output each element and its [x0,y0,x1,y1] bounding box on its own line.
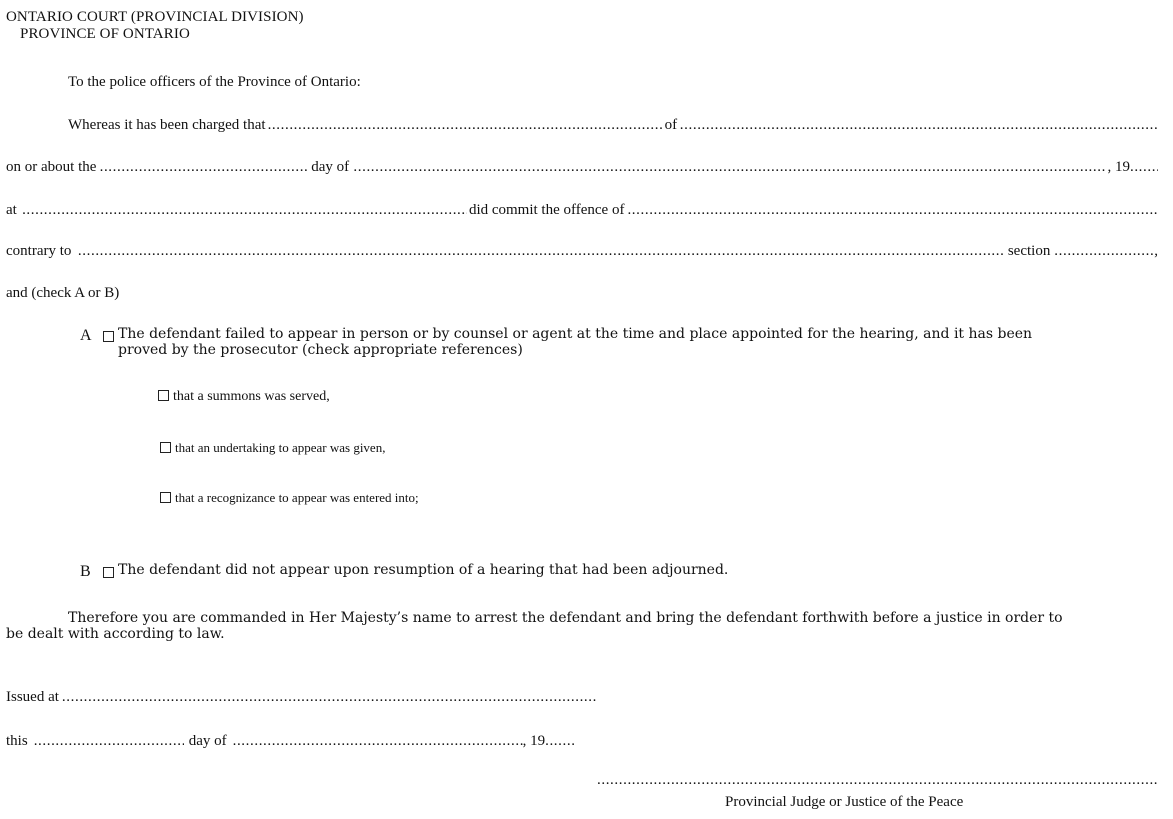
command-line1: Therefore you are commanded in Her Majesty’s name to arrest the defendant and bring the defendant forthwith before a justice in order to [68,610,1063,626]
defendant-name-blank[interactable] [268,117,663,134]
recognizance-checkbox[interactable] [160,492,171,503]
section-blank[interactable] [1054,243,1154,260]
issued-day-blank[interactable] [34,733,184,750]
reference-recognizance [160,490,419,506]
province-title: PROVINCE OF ONTARIO [20,26,190,42]
defendant-address-blank[interactable] [680,117,1158,134]
offence-month-blank[interactable] [353,159,1107,176]
issued-date-line [6,733,596,750]
issued-at-line [6,689,596,706]
charged-label: Whereas it has been charged that [68,117,266,133]
option-b-text: The defendant did not appear upon resumption of a hearing that had been adjourned. [118,562,729,578]
section-end-comma: , [1154,243,1159,259]
summons-checkbox[interactable] [158,390,169,401]
issued-day-of-label: day of [188,733,227,749]
charged-line [68,117,1158,134]
reference-summons [158,389,330,405]
option-a-checkbox[interactable] [103,331,114,342]
issued-at-label: Issued at [6,689,59,705]
command-line2: be dealt with according to law. [6,626,225,642]
day-of-label: day of [311,159,350,175]
issued-month-blank[interactable] [233,733,523,750]
at-label: at [6,202,17,218]
date-line [6,159,1158,176]
on-or-about-label: on or about the [6,159,97,175]
reference-summons-label: that a summons was served, [173,389,330,404]
offence-day-blank[interactable] [100,159,309,176]
did-commit-label: did commit the offence of [468,202,625,218]
reference-undertaking [160,440,385,456]
statute-blank[interactable] [78,243,1004,260]
signature-line [597,772,1157,789]
offence-year-blank[interactable] [1130,159,1158,176]
reference-recognizance-label: that a recognizance to appear was entered into; [175,490,419,505]
option-a-letter: A [80,327,92,344]
reference-undertaking-label: that an undertaking to appear was given, [175,440,386,455]
option-b-checkbox[interactable] [103,567,114,578]
section-label: section [1007,243,1051,259]
statute-line [6,243,1158,260]
signature-blank[interactable] [597,772,1157,789]
contrary-to-label: contrary to [6,243,72,259]
this-label: this [6,733,28,749]
of-label: of [664,117,678,133]
check-instruction: and (check A or B) [6,285,120,301]
option-b-letter: B [80,563,91,580]
place-line [6,202,1158,219]
signature-label: Provincial Judge or Justice of the Peace [725,794,964,810]
option-a-text-line2: proved by the prosecutor (check appropriate references) [118,342,523,358]
offence-description-blank[interactable] [627,202,1158,219]
undertaking-checkbox[interactable] [160,442,171,453]
address-line: To the police officers of the Province of Ontario: [68,74,361,90]
issued-year-prefix: , 19 [522,733,546,749]
court-title: ONTARIO COURT (PROVINCIAL DIVISION) [6,9,304,25]
offence-place-blank[interactable] [22,202,467,219]
year-prefix-label: , 19 [1107,159,1130,175]
option-a-text-line1: The defendant failed to appear in person or by counsel or agent at the time and place appointed for the hearing, and it has been [118,326,1033,342]
issued-place-blank[interactable] [62,689,596,706]
issued-year-blank[interactable] [545,733,575,750]
